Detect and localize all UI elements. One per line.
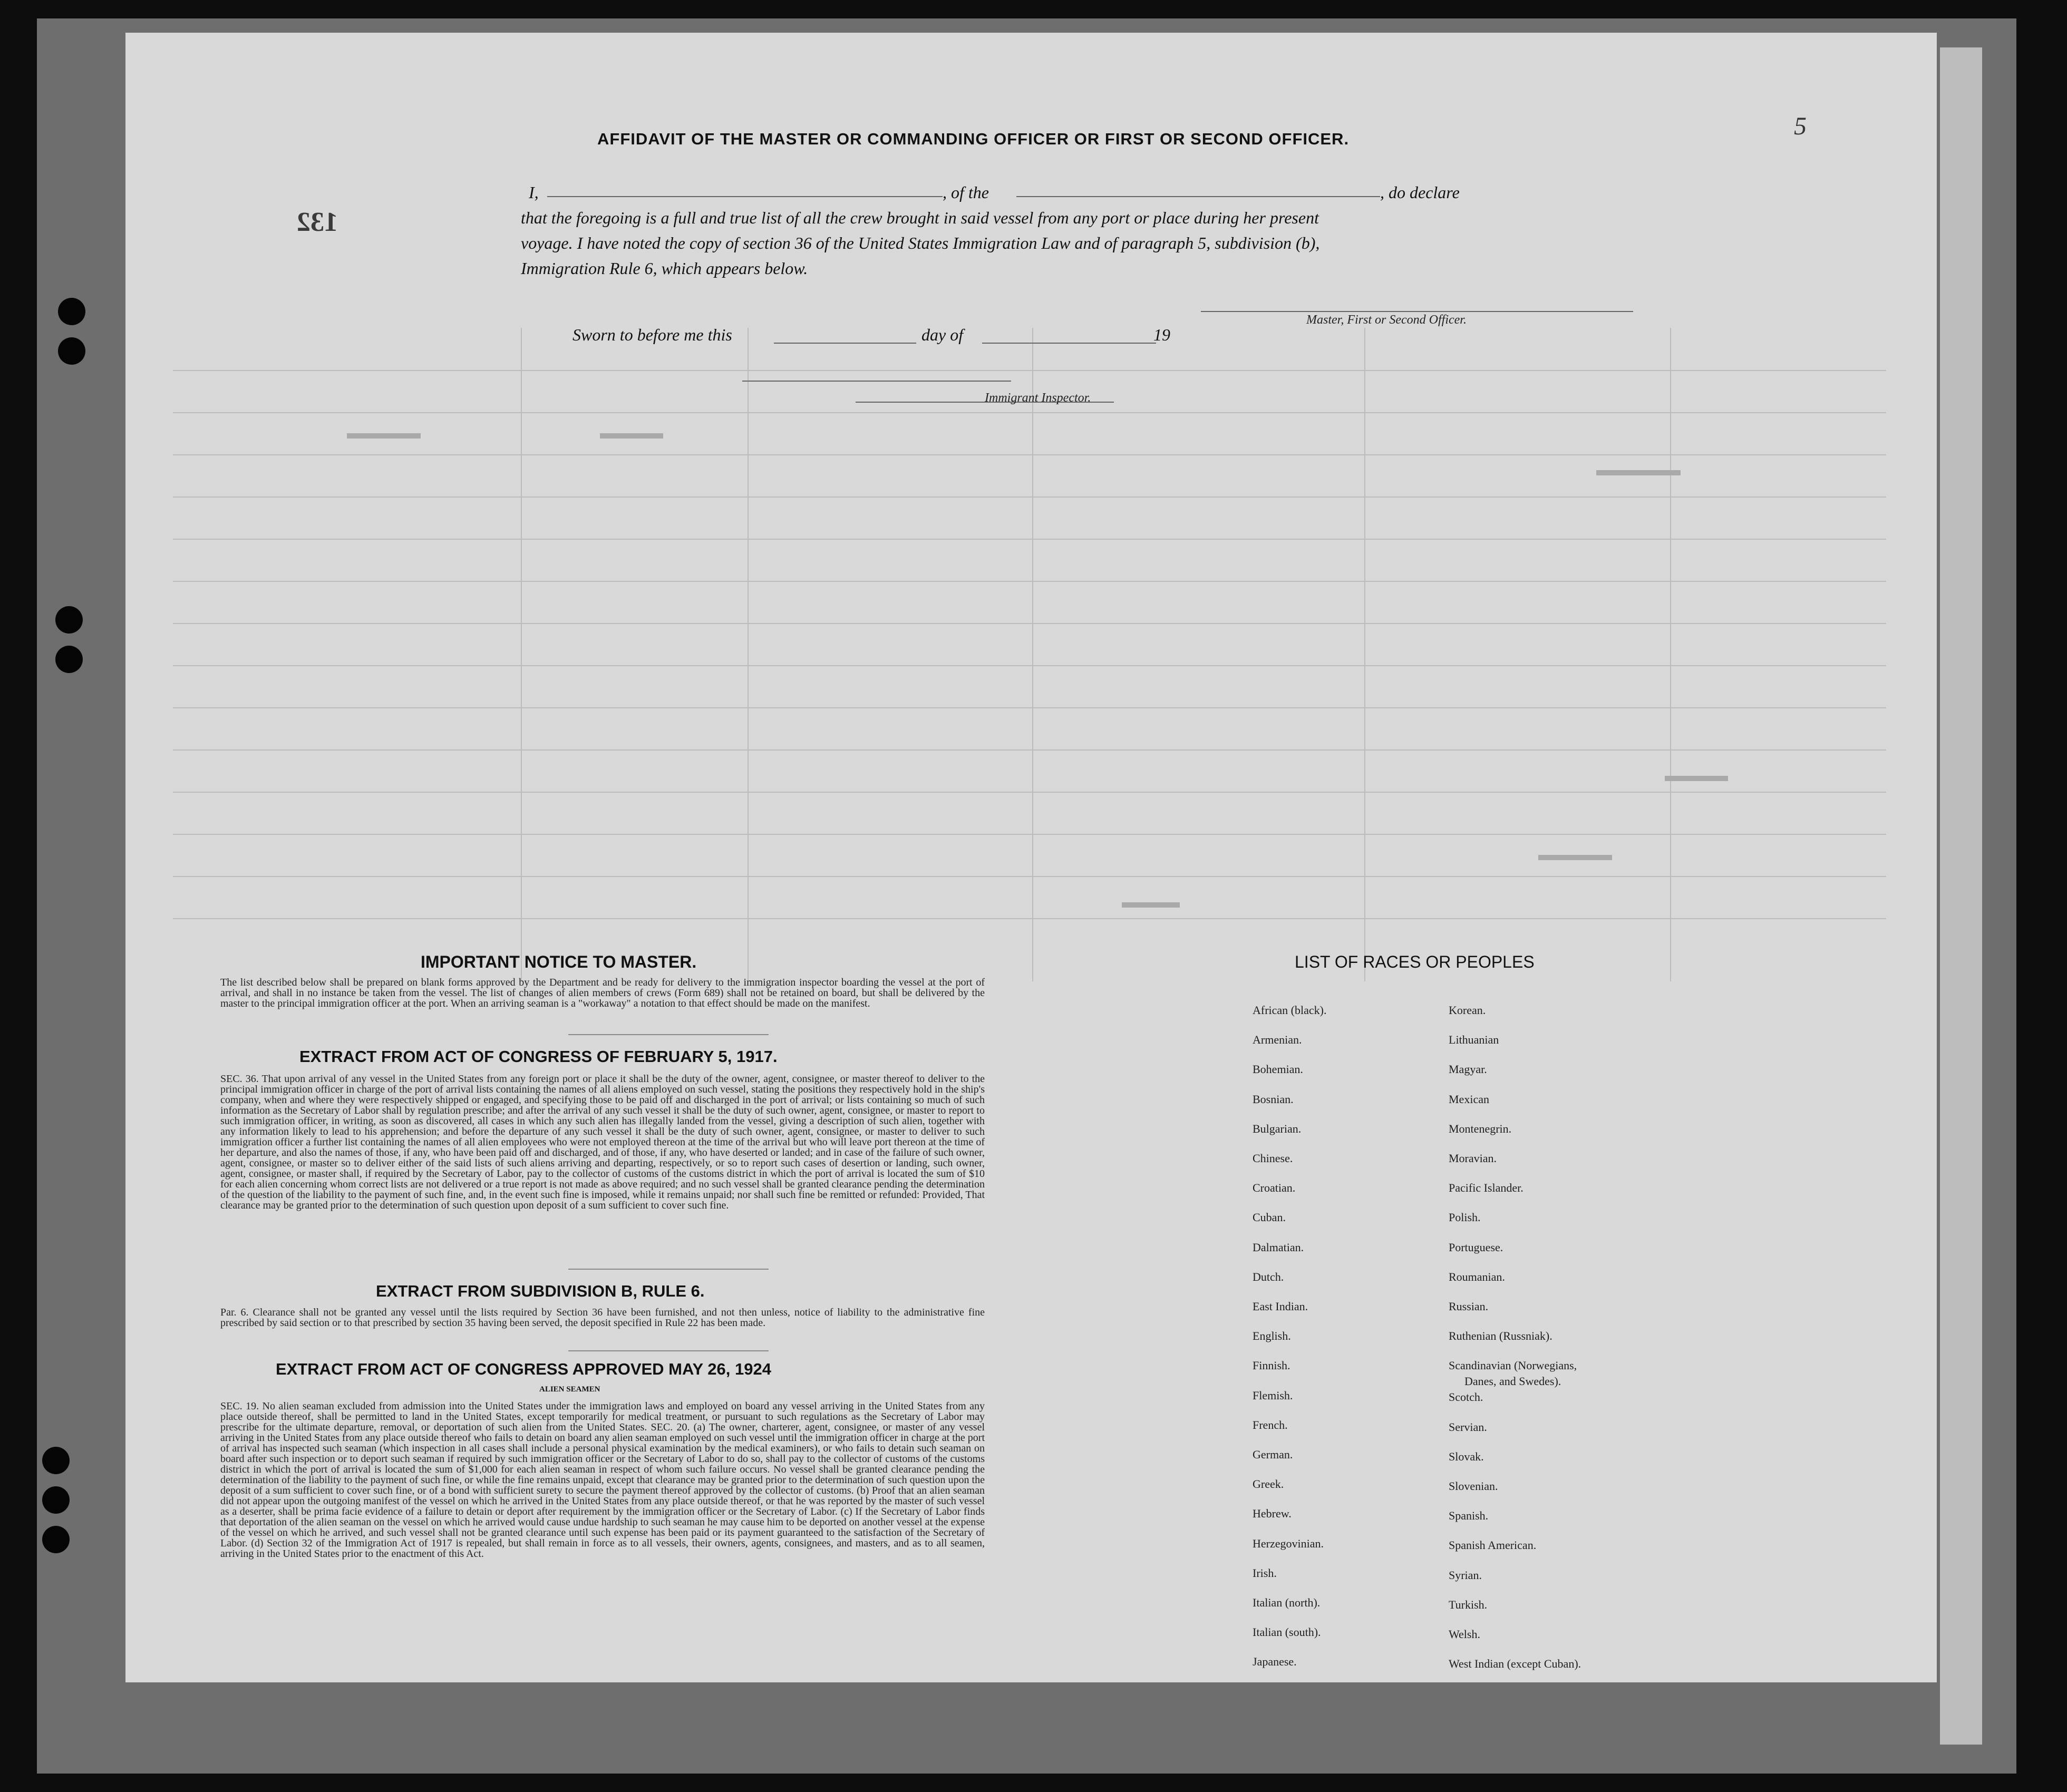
affidavit-do-declare: , do declare [1380,183,1460,202]
race-item: Montenegrin. [1449,1122,1512,1135]
notice-title: IMPORTANT NOTICE TO MASTER. [421,952,697,971]
affidavit-title: AFFIDAVIT OF THE MASTER OR COMMANDING OFFICER OR FIRST OR SECOND OFFICER. [597,130,1350,148]
bleed-through-rule [173,707,1886,708]
bleed-through-rule [173,454,1886,455]
binder-hole [58,337,85,365]
race-item: Dalmatian. [1253,1240,1304,1254]
race-item: Bohemian. [1253,1063,1303,1076]
master-signature-label: Master, First or Second Officer. [1306,313,1467,327]
bleed-through-rule [173,749,1886,751]
bleed-through-rule [1670,328,1671,981]
vessel-blank [1016,196,1380,197]
back-page-edge [1940,47,1982,1745]
bleed-through-mark [1122,902,1180,908]
section-divider [568,1350,769,1351]
margin-number: 132 [297,207,338,237]
race-item: West Indian (except Cuban). [1449,1657,1581,1671]
race-item: Slovak. [1449,1449,1484,1463]
affidavit-of-the: , of the [943,183,989,202]
race-item: Russian. [1449,1300,1489,1313]
race-item: Ruthenian (Russniak). [1449,1329,1552,1343]
extract-rule6-body: Par. 6. Clearance shall not be granted any vessel until the lists required by Section 36 have been furnished, and not then unless, notice of liability to the administrative fine prescribed by said section or to that prescribed by section 35 having been served, the deposit specified in Rule 22 has been made. [220,1307,985,1329]
name-blank [547,196,943,197]
race-item: Japanese. [1253,1655,1297,1669]
race-item: Pacific Islander. [1449,1181,1523,1195]
race-item: Irish. [1253,1566,1277,1580]
extract-1917-body: SEC. 36. That upon arrival of any vessel in the United States from any foreign port or place it shall be the duty of the owner, agent, consignee, or master thereof to deliver to the principal immigration officer in charge of the port of arrival lists containing the names of all aliens employed on such vessel, stating the positions they respectively hold in the ship's company, when and where they were respectively shipped or engaged, and specifying those to be paid off and discharged in the port of arrival; or lists containing so much of such information as the Secretary of Labor shall by regulation prescribe; and after the arrival of any such vessel it shall be the duty of such owner, agent, consignee, or master to report to such immigration officer, in writing, as soon as discovered, all cases in which any such alien has illegally landed from the vessel, giving a description of such alien, together with any information likely to lead to his apprehension; and before the departure of any such vessel it shall be the duty of such owner, agent, consignee, or master to deliver to such immigration officer a further list containing the names of all alien employees who were not employed thereon at the time of the arrival but who will leave port thereon at the time of her departure, and also the names of those, if any, who have been paid off and discharged, and of those, if any, who have deserted or landed; and in case of the failure of such owner, agent, consignee, or master so to deliver either of the said lists of such aliens arriving and departing, respectively, or so to report such cases of desertion or landing, such owner, agent, consignee, or master shall, if required by the Secretary of Labor, pay to the collector of customs of the customs district in which the port of arrival is located the sum of $10 for each alien concerning whom correct lists are not delivered or a true report is not made as above required; and no such vessel shall be granted clearance pending the determination of the question of the liability to the payment of such fine, and, in the event such fine is imposed, while it remains unpaid; nor shall such fine be remitted or refunded: Provided, That clearance may be granted prior to the determination of such question upon deposit of a sum sufficient to cover such fine. [220,1073,985,1211]
bleed-through-rule [173,918,1886,919]
sworn-label: Sworn to before me this [572,325,732,344]
race-item: Danes, and Swedes). [1464,1375,1561,1388]
race-item: Italian (north). [1253,1596,1321,1609]
page-number: 5 [1794,112,1807,140]
day-of-label: day of [921,325,964,344]
race-item: Hebrew. [1253,1507,1292,1521]
notice-body: The list described below shall be prepared on blank forms approved by the Department and be ready for delivery to the immigration inspector boarding the vessel at the port of arrival, and shall in no instance be taken from the vessel. The list of changes of alien members of crews (Form 689) shall not be retained on board, but shall be delivered by the master to the principal immigration officer at the port. When an arriving seaman is a "workaway" a notation to that effect should be made on the manifest. [220,977,985,1009]
affidavit-line-4: Immigration Rule 6, which appears below. [521,259,808,278]
race-item: Greek. [1253,1477,1284,1491]
race-item: Syrian. [1449,1568,1482,1582]
bleed-through-mark [1596,470,1681,475]
races-title: LIST OF RACES OR PEOPLES [1295,952,1535,971]
bleed-through-rule [173,834,1886,835]
extract-1924-body: SEC. 19. No alien seaman excluded from admission into the United States under the immigration laws and employed on board any vessel arriving in the United States from any place outside thereof, shall be permitted to land in the United States, except temporarily for medical treatment, or pursuant to such regulations as the Secretary of Labor may prescribe for the ultimate departure, removal, or deportation of such alien from the United States. SEC. 20. (a) The owner, charterer, agent, consignee, or master of any vessel arriving in the United States from any place outside thereof who fails to detain on board any alien seaman employed on such vessel until the immigration officer in charge at the port of arrival has inspected such seaman (which inspection in all cases shall include a personal physical examination by the medical examiners), or who fails to detain such seaman on board after such inspection or to deport such seaman if required by such immigration officer or the Secretary of Labor to do so, shall pay to the collector of customs of the customs district in which the port of arrival is located the sum of $1,000 for each alien seaman in respect of whom such failure occurs. No vessel shall be granted clearance pending the determination of the liability to the payment of such fine, or while the fine remains unpaid, except that clearance may be granted prior to the determination of such question upon the deposit of a sum sufficient to cover such fine, or of a bond with sufficient surety to secure the payment thereof approved by the collector of customs. (b) Proof that an alien seaman did not appear upon the outgoing manifest of the vessel on which he arrived in the United States from any place outside thereof, or that he was reported by the master of such vessel as a deserter, shall be prima facie evidence of a failure to detain or deport after requirement by the immigration officer or the Secretary of Labor. (c) If the Secretary of Labor finds that deportation of the alien seaman on the vessel on which he arrived would cause undue hardship to such seaman he may cause him to be deported on another vessel at the expense of the vessel on which he arrived, and such vessel shall not be granted clearance until such expense has been paid or its payment guaranteed to the satisfaction of the Secretary of Labor. (d) Section 32 of the Immigration Act of 1917 is repealed, but shall remain in force as to all vessels, their owners, agents, consignees, and masters, and as to all seamen, arriving in the United States prior to the enactment of this Act. [220,1400,985,1560]
race-item: Bulgarian. [1253,1122,1302,1135]
bleed-through-mark [347,433,421,439]
inspector-label: Immigrant Inspector. [985,391,1091,405]
race-item: Mexican [1449,1092,1489,1106]
race-item: English. [1253,1329,1291,1343]
race-item: Chinese. [1253,1152,1293,1165]
race-item: Turkish. [1449,1598,1488,1611]
race-item: Flemish. [1253,1388,1293,1402]
affidavit-line-3: voyage. I have noted the copy of section 36 of the United States Immigration Law and of paragraph 5, subdivision (b), [521,233,1320,252]
race-item: Polish. [1449,1211,1481,1224]
bleed-through-rule [173,412,1886,413]
race-item: Moravian. [1449,1152,1497,1165]
binder-hole [42,1447,70,1474]
binder-hole [42,1486,70,1514]
binder-hole [55,646,83,673]
race-item: Scandinavian (Norwegians, [1449,1359,1577,1372]
extract-rule6-title: EXTRACT FROM SUBDIVISION B, RULE 6. [376,1282,705,1300]
bleed-through-rule [173,876,1886,877]
bleed-through-mark [1665,776,1728,781]
race-item: Bosnian. [1253,1092,1294,1106]
manifest-page [125,33,1937,1682]
race-item: German. [1253,1448,1293,1461]
extract-1924-subtitle: ALIEN SEAMEN [539,1385,600,1394]
bleed-through-rule [748,328,749,981]
binder-hole [42,1526,70,1553]
section-divider [568,1269,769,1270]
extract-1924-title: EXTRACT FROM ACT OF CONGRESS APPROVED MAY 26, 1924 [276,1360,771,1378]
bleed-through-rule [173,539,1886,540]
race-item: Cuban. [1253,1211,1286,1224]
race-item: East Indian. [1253,1300,1308,1313]
signature-blank [1201,311,1633,312]
race-item: Spanish. [1449,1509,1489,1523]
inspector-signature-blank [742,381,1011,382]
race-item: Servian. [1449,1420,1487,1434]
race-item: African (black). [1253,1004,1327,1017]
bleed-through-rule [173,792,1886,793]
race-item: Korean. [1449,1004,1486,1017]
bleed-through-mark [1538,855,1612,860]
binder-hole [58,298,85,325]
bleed-through-rule [1032,328,1033,981]
race-item: Portuguese. [1449,1240,1503,1254]
section-divider [568,1034,769,1035]
race-item: Spanish American. [1449,1538,1537,1552]
bleed-through-rule [173,623,1886,624]
race-item: Scotch. [1449,1390,1483,1404]
bleed-through-rule [173,370,1886,371]
sworn-month-blank [982,343,1156,344]
affidavit-i: I, [529,183,539,202]
race-item: Lithuanian [1449,1033,1499,1047]
bleed-through-rule [173,581,1886,582]
bleed-through-mark [600,433,663,439]
race-item: Dutch. [1253,1270,1284,1283]
race-item: Roumanian. [1449,1270,1505,1283]
bleed-through-rule [173,665,1886,666]
race-item: Italian (south). [1253,1625,1321,1639]
year-label: 19 [1153,325,1170,344]
race-item: French. [1253,1418,1288,1431]
race-item: Slovenian. [1449,1479,1498,1493]
race-item: Armenian. [1253,1033,1302,1047]
bleed-through-rule [173,496,1886,498]
race-item: Herzegovinian. [1253,1536,1324,1550]
affidavit-line-2: that the foregoing is a full and true list of all the crew brought in said vessel from any port or place during her present [521,208,1319,227]
race-item: Welsh. [1449,1628,1480,1641]
race-item: Croatian. [1253,1181,1296,1195]
bleed-through-rule [1364,328,1365,981]
race-item: Magyar. [1449,1063,1487,1076]
race-item: Finnish. [1253,1359,1290,1372]
extract-1917-title: EXTRACT FROM ACT OF CONGRESS OF FEBRUARY 5, 1917. [299,1047,778,1066]
binder-hole [55,606,83,634]
bleed-through-rule [521,328,522,981]
sworn-day-blank [774,343,916,344]
